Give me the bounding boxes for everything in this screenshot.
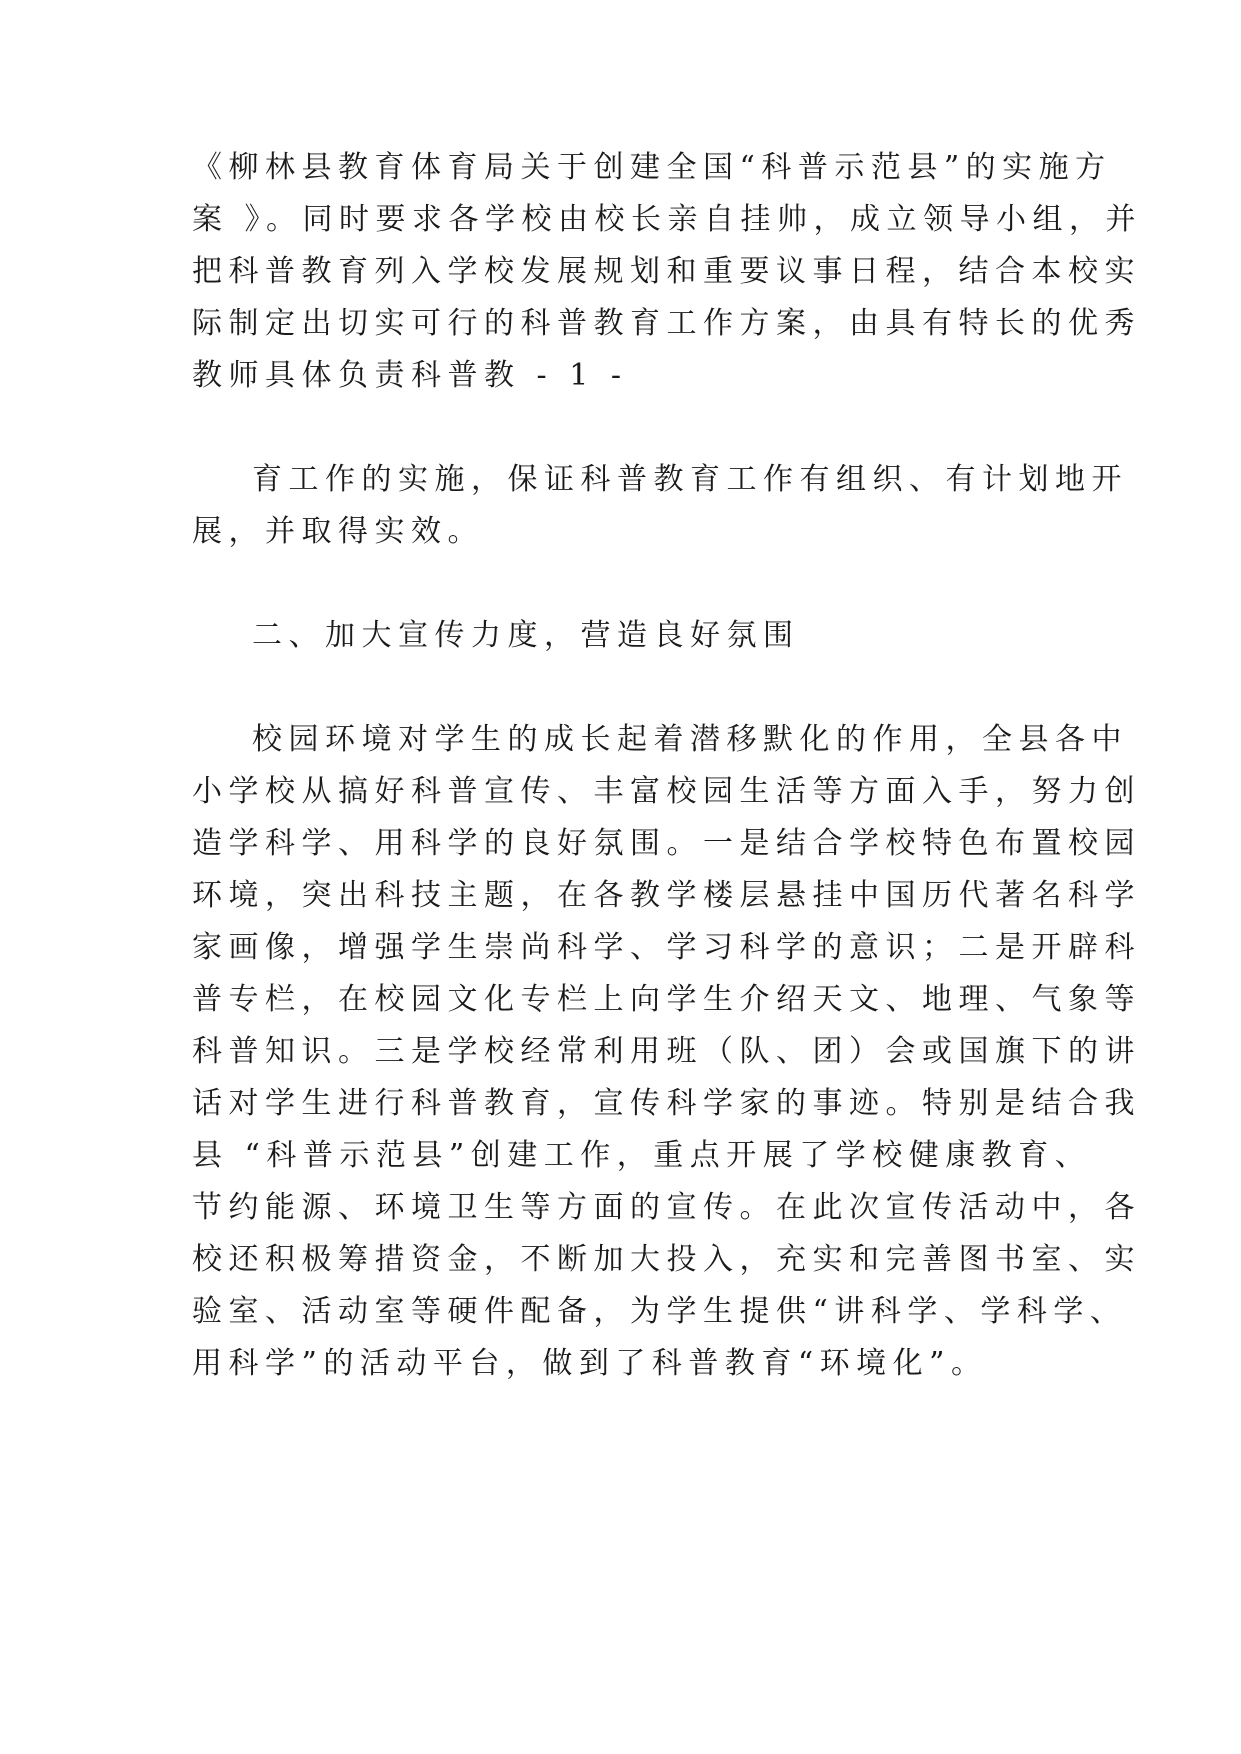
text-line: 用科学”的活动平台，做到了科普教育“环境化”。 (192, 1346, 988, 1381)
text-line: 育工作的实施，保证科普教育工作有组织、有计划地开 (252, 462, 1128, 497)
text-line: 案 》。同时要求各学校由校长亲自挂帅，成立领导小组，并 (192, 202, 1143, 237)
text-line: 普专栏，在校园文化专栏上向学生介绍天文、地理、气象等 (192, 982, 1141, 1017)
text-line-page-number: 教师具体负责科普教 - 1 - (192, 358, 628, 393)
text-line: 验室、活动室等硬件配备，为学生提供“讲科学、学科学、 (192, 1294, 1127, 1329)
text-line: 科普知识。三是学校经常利用班（队、团）会或国旗下的讲 (192, 1034, 1141, 1069)
text-line: 环境，突出科技主题，在各教学楼层悬挂中国历代著名科学 (192, 878, 1141, 913)
text-line: 际制定出切实可行的科普教育工作方案，由具有特长的优秀 (192, 306, 1141, 341)
text-line: 把科普教育列入学校发展规划和重要议事日程，结合本校实 (192, 254, 1141, 289)
text-line: 家画像，增强学生崇尚科学、学习科学的意识；二是开辟科 (192, 930, 1141, 965)
text-line: 展，并取得实效。 (192, 514, 484, 549)
text-line: 话对学生进行科普教育，宣传科学家的事迹。特别是结合我 (192, 1086, 1141, 1121)
text-line: 校还积极筹措资金，不断加大投入，充实和完善图书室、实 (192, 1242, 1141, 1277)
text-line: 小学校从搞好科普宣传、丰富校园生活等方面入手，努力创 (192, 774, 1141, 809)
text-line: 县 “科普示范县”创建工作，重点开展了学校健康教育、 (192, 1138, 1092, 1173)
text-line: 节约能源、环境卫生等方面的宣传。在此次宣传活动中，各 (192, 1190, 1141, 1225)
section-heading: 二、加大宣传力度，营造良好氛围 (252, 618, 800, 653)
text-line: 造学科学、用科学的良好氛围。一是结合学校特色布置校园 (192, 826, 1141, 861)
text-line: 《柳林县教育体育局关于创建全国“科普示范县”的实施方 (192, 150, 1112, 185)
text-line: 校园环境对学生的成长起着潜移默化的作用，全县各中 (252, 722, 1128, 757)
